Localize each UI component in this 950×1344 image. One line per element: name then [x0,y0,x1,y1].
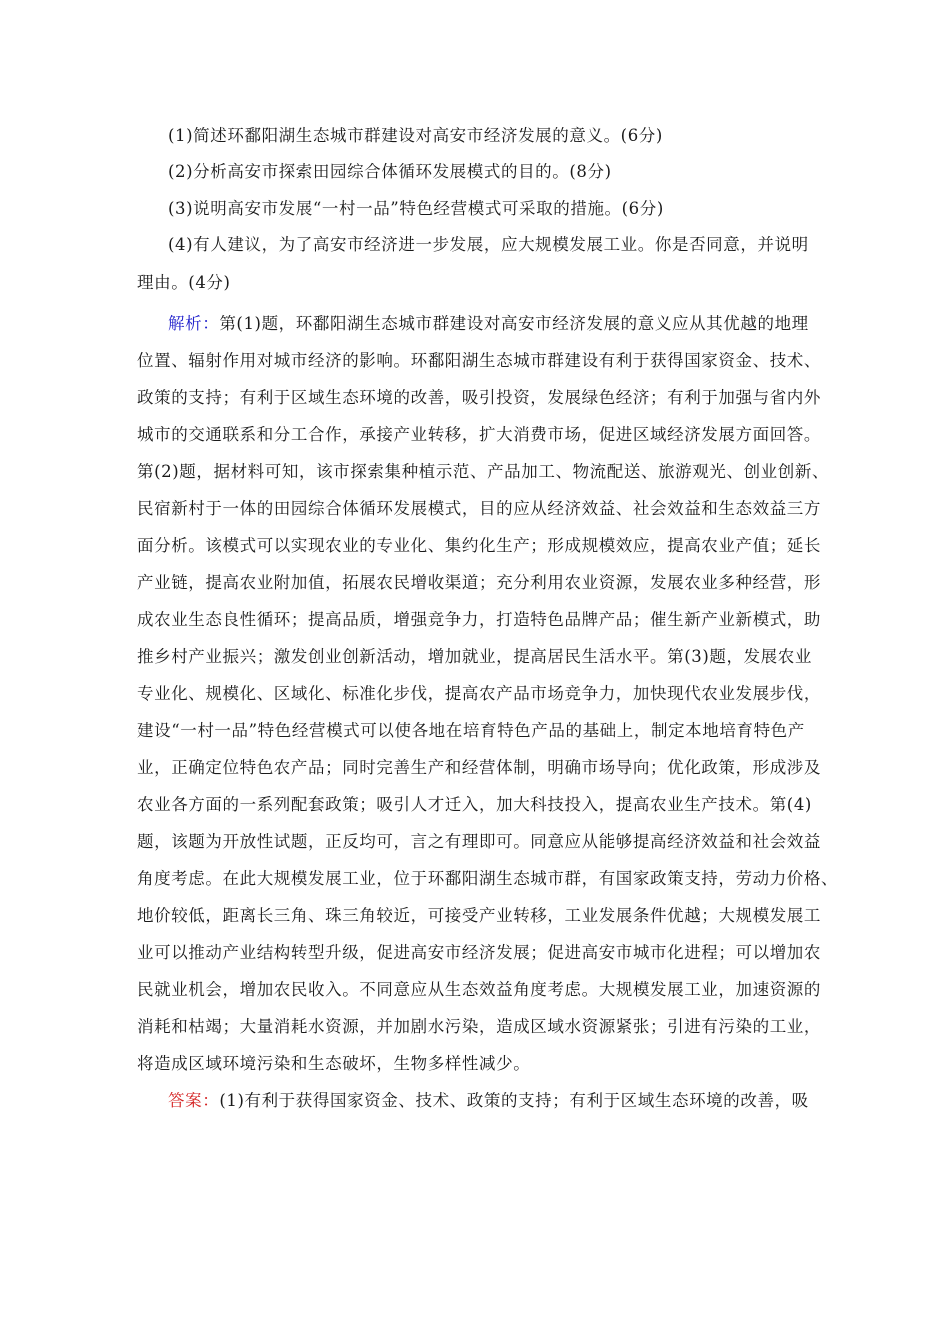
question-1: (1)简述环鄱阳湖生态城市群建设对高安市经济发展的意义。(6分) [168,126,663,145]
answer-label: 答案： [168,1091,220,1110]
analysis-line: 业，正确定位特色农产品；同时完善生产和经营体制，明确市场导向；优化政策，形成涉及 [137,758,821,777]
analysis-first-text: 第(1)题，环鄱阳湖生态城市群建设对高安市经济发展的意义应从其优越的地理 [219,314,809,333]
analysis-line: 民就业机会，增加农民收入。不同意应从生态效益角度考虑。大规模发展工业，加速资源的 [137,980,821,999]
analysis-line: 推乡村产业振兴；激发创业创新活动，增加就业，提高居民生活水平。第(3)题，发展农业 [137,647,812,666]
analysis-line: 题，该题为开放性试题，正反均可，言之有理即可。同意应从能够提高经济效益和社会效益 [137,832,821,851]
answer-first-line [168,1090,809,1112]
analysis-line: 民宿新村于一体的田园综合体循环发展模式，目的应从经济效益、社会效益和生态效益三方 [137,499,821,518]
analysis-line: 面分析。该模式可以实现农业的专业化、集约化生产；形成规模效应，提高农业产值；延长 [137,536,821,555]
answer-first-text: (1)有利于获得国家资金、技术、政策的支持；有利于区域生态环境的改善，吸 [219,1091,809,1110]
analysis-line: 地价较低，距离长三角、珠三角较近，可接受产业转移，工业发展条件优越；大规模发展工 [137,906,821,925]
analysis-line: 位置、辐射作用对城市经济的影响。环鄱阳湖生态城市群建设有利于获得国家资金、技术、 [137,351,821,370]
analysis-line: 角度考虑。在此大规模发展工业，位于环鄱阳湖生态城市群，有国家政策支持，劳动力价格、 [137,869,839,888]
analysis-line: 产业链，提高农业附加值，拓展农民增收渠道；充分利用农业资源，发展农业多种经营，形 [137,573,821,592]
analysis-line: 第(2)题，据材料可知，该市探索集种植示范、产品加工、物流配送、旅游观光、创业创新、 [137,462,830,481]
question-4: (4)有人建议，为了高安市经济进一步发展，应大规模发展工业。你是否同意，并说明 [168,235,809,254]
analysis-line: 专业化、规模化、区域化、标准化步伐，提高农产品市场竞争力，加快现代农业发展步伐， [137,684,821,703]
analysis-line: 城市的交通联系和分工合作，承接产业转移，扩大消费市场，促进区域经济发展方面回答。 [137,425,821,444]
analysis-line: 农业各方面的一系列配套政策；吸引人才迁入，加大科技投入，提高农业生产技术。第(4) [137,795,812,814]
analysis-first-line [168,313,809,335]
question-3: (3)说明高安市发展“一村一品”特色经营模式可采取的措施。(6分) [168,199,664,218]
question-4-continued: 理由。(4分) [137,273,231,292]
analysis-line: 将造成区域环境污染和生态破坏，生物多样性减少。 [137,1054,531,1073]
question-2: (2)分析高安市探索田园综合体循环发展模式的目的。(8分) [168,162,612,181]
analysis-label: 解析： [168,314,220,333]
analysis-line: 消耗和枯竭；大量消耗水资源，并加剧水污染，造成区域水资源紧张；引进有污染的工业， [137,1017,821,1036]
analysis-line: 成农业生态良性循环；提高品质，增强竞争力，打造特色品牌产品；催生新产业新模式，助 [137,610,821,629]
analysis-line: 建设“一村一品”特色经营模式可以使各地在培育特色产品的基础上，制定本地培育特色产 [137,721,805,740]
analysis-line: 政策的支持；有利于区域生态环境的改善，吸引投资，发展绿色经济；有利于加强与省内外 [137,388,821,407]
analysis-line: 业可以推动产业结构转型升级，促进高安市经济发展；促进高安市城市化进程；可以增加农 [137,943,821,962]
